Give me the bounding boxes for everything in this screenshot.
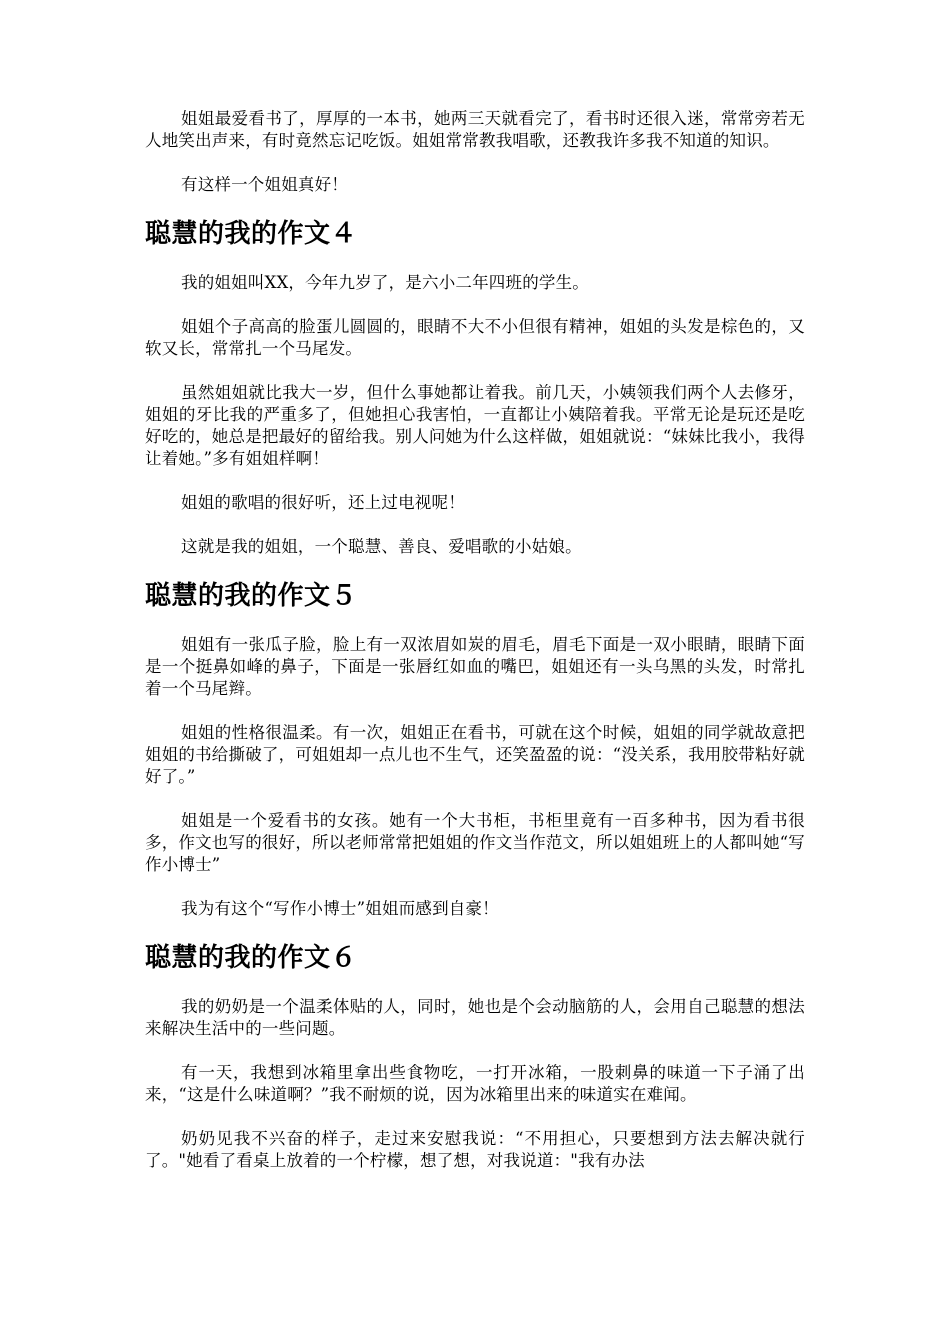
paragraph: 姐姐个子高高的脸蛋儿圆圆的，眼睛不大不小但很有精神，姐姐的头发是棕色的，又软又长，常常扎一个马尾发。: [145, 317, 805, 358]
section-heading: 聪慧的我的作文６: [145, 943, 358, 973]
section-essay-6: [145, 942, 805, 1172]
section-intro: [145, 108, 805, 196]
paragraph: 有这样一个姐姐真好！: [181, 175, 348, 194]
section-heading: 聪慧的我的作文５: [145, 581, 358, 611]
paragraph: 我为有这个“写作小博士”姐姐而感到自豪！: [181, 899, 499, 918]
paragraph: 姐姐的性格很温柔。有一次，姐姐正在看书，可就在这个时候，姐姐的同学就故意把姐姐的书给撕破了，可姐姐却一点儿也不生气，还笑盈盈的说：“没关系，我用胶带粘好就好了。”: [145, 723, 805, 786]
paragraph: 姐姐最爱看书了，厚厚的一本书，她两三天就看完了，看书时还很入迷，常常旁若无人地笑出声来，有时竟然忘记吃饭。姐姐常常教我唱歌，还教我许多我不知道的知识。: [145, 109, 805, 150]
paragraph: 姐姐是一个爱看书的女孩。她有一个大书柜，书柜里竟有一百多种书，因为看书很多，作文也写的很好，所以老师常常把姐姐的作文当作范文，所以姐姐班上的人都叫她“写作小博士”: [145, 811, 805, 874]
paragraph: 我的奶奶是一个温柔体贴的人，同时，她也是个会动脑筋的人，会用自己聪慧的想法来解决生活中的一些问题。: [145, 997, 805, 1038]
paragraph: 姐姐有一张瓜子脸，脸上有一双浓眉如炭的眉毛，眉毛下面是一双小眼睛，眼睛下面是一个挺鼻如峰的鼻子，下面是一张唇红如血的嘴巴，姐姐还有一头乌黑的头发，时常扎着一个马尾辫。: [145, 635, 805, 698]
paragraph: 奶奶见我不兴奋的样子，走过来安慰我说：“不用担心，只要想到方法去解决就行了。"她看了看桌上放着的一个柠檬，想了想，对我说道："我有办法: [145, 1129, 805, 1170]
document-page: [145, 108, 805, 1194]
section-essay-5: [145, 580, 805, 920]
paragraph: 我的姐姐叫XX，今年九岁了，是六小二年四班的学生。: [181, 273, 589, 292]
paragraph: 姐姐的歌唱的很好听，还上过电视呢！: [181, 493, 465, 512]
section-essay-4: [145, 218, 805, 558]
section-heading: 聪慧的我的作文４: [145, 219, 358, 249]
paragraph: 这就是我的姐姐，一个聪慧、善良、爱唱歌的小姑娘。: [181, 537, 582, 556]
paragraph: 虽然姐姐就比我大一岁，但什么事她都让着我。前几天，小姨领我们两个人去修牙，姐姐的牙比我的严重多了，但她担心我害怕，一直都让小姨陪着我。平常无论是玩还是吃好吃的，她总是把最好的留给我。别人问她为什么这样做，姐姐就说：“妹妹比我小，我得让着她。”多有姐姐样啊！: [145, 383, 805, 468]
paragraph: 有一天，我想到冰箱里拿出些食物吃，一打开冰箱，一股刺鼻的味道一下子涌了出来，“这是什么味道啊？”我不耐烦的说，因为冰箱里出来的味道实在难闻。: [145, 1063, 805, 1104]
